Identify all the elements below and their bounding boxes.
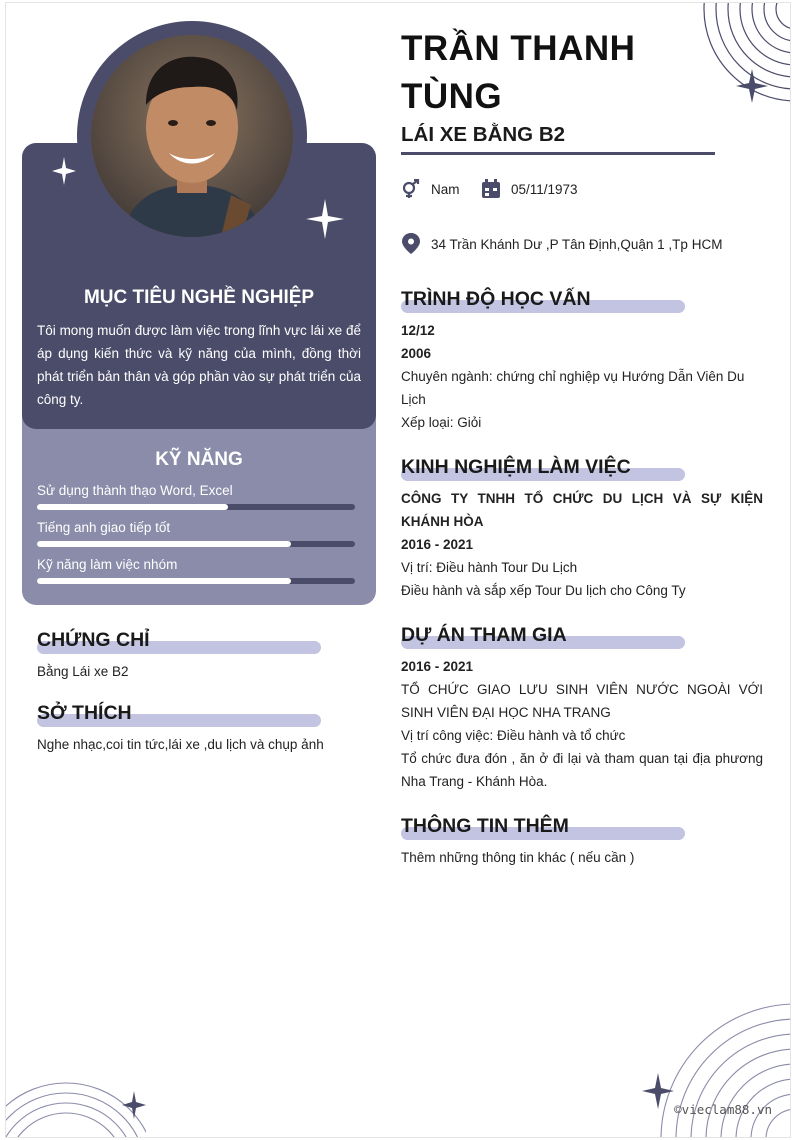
experience-title: KINH NGHIỆM LÀM VIỆC [401,456,631,478]
experience-position: Vị trí: Điều hành Tour Du Lịch [401,560,578,575]
certificates-title: CHỨNG CHỈ [37,629,150,651]
title-underline [401,152,715,155]
projects-name: TỔ CHỨC GIAO LƯU SINH VIÊN NƯỚC NGOÀI VỚI SINH VIÊN ĐẠI HỌC NHA TRANG [401,682,763,720]
sparkle-icon [52,157,76,185]
skill-label: Sử dụng thành thạo Word, Excel [37,483,233,498]
sparkle-icon [306,199,344,239]
experience-description: Điều hành và sắp xếp Tour Du lịch cho Công Ty [401,583,686,598]
gender-value: Nam [431,181,460,197]
education-rank: Xếp loại: Giỏi [401,415,482,430]
skill-label: Tiếng anh giao tiếp tốt [37,520,171,535]
skill-item [37,519,355,547]
extra-text: Thêm những thông tin khác ( nếu cần ) [401,850,635,865]
skill-bar [37,578,355,584]
education-major: Chuyên ngành: chứng chỉ nghiệp vụ Hướng Dẫn Viên Du Lịch [401,369,745,407]
projects-description: Tổ chức đưa đón , ăn ở đi lại và tham quan tại địa phương Nha Trang - Khánh Hòa. [401,751,763,789]
skill-bar-fill [37,504,228,510]
objective-title: MỤC TIÊU NGHỀ NGHIỆP [83,287,315,308]
projects-title: DỰ ÁN THAM GIA [401,624,567,646]
hobbies-title: SỞ THÍCH [37,702,132,724]
skill-bar [37,541,355,547]
projects-position: Vị trí công việc: Điều hành và tổ chức [401,728,626,743]
watermark: ©vieclam88.vn [674,1102,772,1117]
education-title: TRÌNH ĐỘ HỌC VẤN [401,288,591,310]
sparkle-icon [122,1091,146,1119]
education-year: 2006 [401,346,432,361]
skill-item [37,482,355,510]
sparkle-icon [642,1073,674,1109]
gender-info [401,179,460,199]
skill-label: Kỹ năng làm việc nhóm [37,557,178,572]
objective-text: Tôi mong muốn được làm việc trong lĩnh vực lái xe để áp dụng kiến thức và kỹ năng của mình, đồng thời phát triển bản thân và góp phần vào sự phát triển của công ty. [37,323,361,407]
projects-period: 2016 - 2021 [401,659,474,674]
education-grade: 12/12 [401,323,435,338]
portrait-photo [91,35,293,237]
location-pin-icon [401,233,421,255]
calendar-icon [481,179,501,199]
candidate-name [401,25,721,121]
skill-bar [37,504,355,510]
job-title: LÁI XE BẰNG B2 [401,123,566,146]
certificates-text: Bằng Lái xe B2 [37,664,129,679]
hobbies-text: Nghe nhạc,coi tin tức,lái xe ,du lịch và chụp ảnh [37,737,324,752]
extra-title: THÔNG TIN THÊM [401,815,569,837]
avatar [91,35,293,237]
name-line-2: TÙNG [401,77,503,116]
sparkle-icon [736,69,768,103]
skill-bar-fill [37,541,291,547]
skills-title: KỸ NĂNG [155,449,243,470]
birthdate-value: 05/11/1973 [511,181,578,197]
cv-page [5,2,791,1138]
gender-icon [401,179,421,199]
skill-bar-fill [37,578,291,584]
address-value: 34 Trần Khánh Dư ,P Tân Định,Quận 1 ,Tp HCM [431,236,723,252]
experience-period: 2016 - 2021 [401,537,474,552]
skill-item [37,556,355,584]
birthdate-info [481,179,578,199]
experience-company: CÔNG TY TNHH TỔ CHỨC DU LỊCH VÀ SỰ KIỆN KHÁNH HÒA [401,491,763,529]
address-info [401,233,722,255]
name-line-1: TRẦN THANH [401,29,636,68]
